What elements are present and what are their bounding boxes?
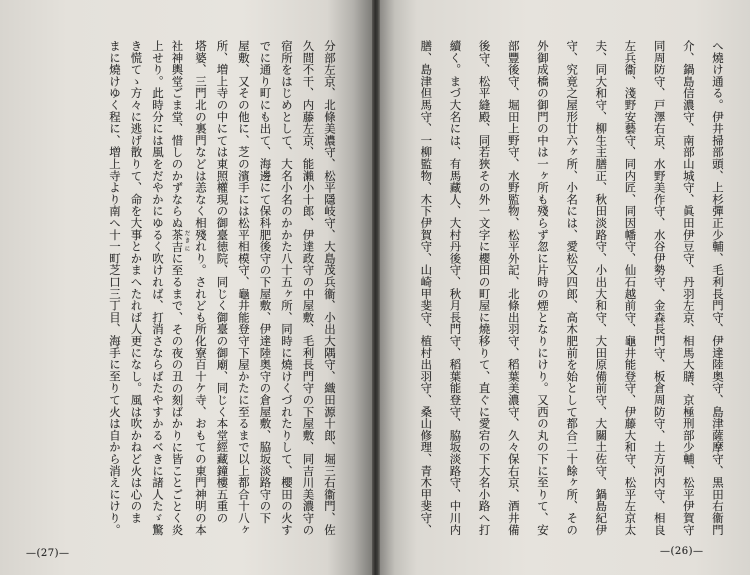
ruby-base: 茶吉 <box>170 228 185 253</box>
page-number: —(26)— <box>660 546 704 557</box>
ruby-reading: だきに <box>183 228 190 253</box>
text-column: へ燒け通る。伊井掃部頭、上杉彈正少輔、毛利長門守、伊達陸奥守、島津薩摩守、黒田右衞門 <box>711 40 725 536</box>
text-column: 屋敷、又その他に、芝の濱手には松平相模守、龜井能登守下屋かたに至るまで以上都合十八ヶ <box>237 40 251 536</box>
right-page <box>380 0 750 575</box>
text-segment: に至るまで、その夜の丑の刻ばかりに皆ことごとく炎 <box>170 252 185 536</box>
right-page-text <box>411 40 732 540</box>
text-column <box>168 40 190 540</box>
text-column: 夫、同大和守、柳生主膳正、秋田淡路守、小出大和守、大田原備前守、大關土佐守、鍋島紀伊 <box>594 40 609 536</box>
text-column: でに通り町にも出て、海邊にて保科肥後守の下屋敷、伊達陸奥守の倉屋敷、脇坂淡路守の下 <box>258 40 273 524</box>
text-column: 宿所をはじめとして、大名小名のかかた八十五ヶ所、同時に燒けくづれたりして、櫻田の火す <box>280 40 294 536</box>
left-page-text <box>103 40 340 540</box>
furigana-word <box>170 228 190 253</box>
page-number: —(27)— <box>26 548 70 559</box>
text-column: 久間不干、内藤左京、能瀨小十郎、伊達政守の中屋敷、毛利長門守の下屋敷、同吉川美濃守の <box>301 40 316 536</box>
text-column: 上せり。此時分には風をだやかにゆるく吹ければ、打消さならばたやすかるべきに諸人たゞ驚 <box>151 40 165 536</box>
text-column: 同周防守、戸澤右京、水野美作守、水谷伊勢守、金森長門守、板倉周防守、土方河内守、相良 <box>652 40 667 536</box>
text-column: 分部左京、北條美濃守、松平隱岐守、大島茂兵衞、小出大隅守、織田源十郎、堀三右衞門、佐 <box>323 40 337 536</box>
text-column: 塔婆、三門北の裏門などは恙なく相殘れり。されども所化寮百十ケ寺、おもての東門神明の本 <box>194 40 208 536</box>
text-column: 部豐後守、堀田上野守、水野監物、松平外記、北條出羽守、稻葉美濃守、久々保右京、酒井備 <box>506 40 521 536</box>
text-column: 左兵衞、淺野安藝守、同内匠、同因幡守、仙石越前守、龜井能登守、伊藤大和守、松平左京太 <box>623 40 638 536</box>
text-column: 膳、島津但馬守、一柳監物、木下伊賀守、山崎甲斐守、植村出羽守、桑山修理、青木甲斐守、 <box>419 40 434 536</box>
text-segment: 社神輿堂ごま堂、惜しのかずならぬ <box>170 40 185 229</box>
text-column: まに燒けゆく程に、増上寺より南へ十一町芝口三丁目、海手に至りて火は自から消えにけり。 <box>108 40 122 536</box>
book-gutter <box>372 0 380 575</box>
text-column: 後守、松平縫殿、同若狹その外一文字に櫻田の町屋に燒移りて、直ぐに愛宕の下大名小路へ打 <box>477 40 492 536</box>
text-column: き慌てゝ方々に逃げ散りて、命を大事とかまへたれば人更になし。風は吹かねど火は心のま <box>129 40 144 524</box>
text-column: 介、鍋島信濃守、南部山城守、眞田伊豆守、丹羽左京、相馬大膳、京極刑部少輔、松平伊賀守 <box>681 40 696 536</box>
left-page <box>0 0 372 575</box>
text-column: 續く。まづ大名には、有馬藏人、大村丹後守、秋月長門守、稻葉能登守、脇坂淡路守、中川内 <box>448 40 463 536</box>
text-column: 守、究竟之屋形廿六ヶ所、小名には、愛松又四郎、高木肥前を始として都合二十餘ヶ所、その <box>565 40 580 536</box>
text-column: 外御成橋の御門の中は一ヶ所も殘らず忽に片時の煙となりにけり。又西の丸の下に至りて、安 <box>535 40 550 536</box>
text-column: 所、増上寺の中にては東照權現の御臺徳院、同じく御臺の御廟、同じく本堂經藏鐘樓五重の <box>215 40 230 524</box>
